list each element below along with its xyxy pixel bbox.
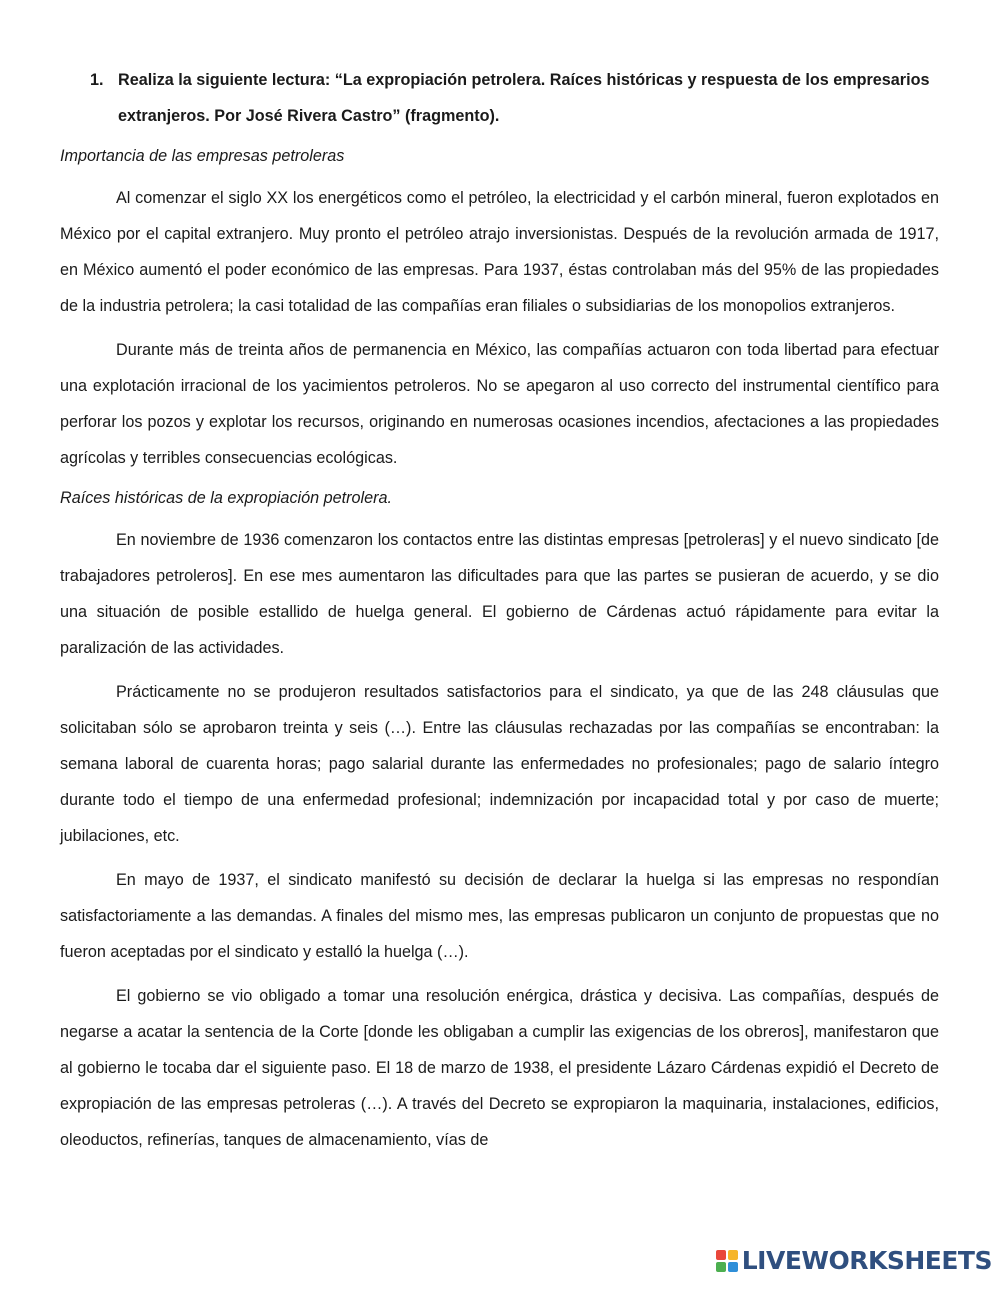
section-title-raices: Raíces históricas de la expropiación petrolera. xyxy=(60,489,393,507)
exercise-heading xyxy=(60,62,939,134)
logo-square xyxy=(728,1250,738,1260)
logo-square xyxy=(728,1262,738,1272)
paragraph: Durante más de treinta años de permanencia en México, las compañías actuaron con toda libertad para efectuar una explotación irracional de los yacimientos petroleros. No se apegaron al uso correcto del instrumental científico para perforar los pozos y explotar los recursos, originando en numerosas ocasiones incendios, afectaciones a las propiedades agrícolas y terribles consecuencias ecológicas. xyxy=(60,341,939,467)
paragraph: En mayo de 1937, el sindicato manifestó su decisión de declarar la huelga si las empresas no respondían satisfactoriamente a las demandas. A finales del mismo mes, las empresas publicaron un conjunto de propuestas que no fueron aceptadas por el sindicato y estalló la huelga (…). xyxy=(60,871,939,961)
logo-square xyxy=(716,1250,726,1260)
logo-square xyxy=(716,1262,726,1272)
document-page xyxy=(60,62,939,1158)
exercise-instruction: Realiza la siguiente lectura: “La expropiación petrolera. Raíces históricas y respuesta de los empresarios extranjeros. Por José Rivera Castro” (fragmento). xyxy=(118,71,930,125)
section-title-importancia: Importancia de las empresas petroleras xyxy=(60,147,345,165)
logo-mark-icon xyxy=(716,1250,738,1272)
paragraph: El gobierno se vio obligado a tomar una resolución enérgica, drástica y decisiva. Las compañías, después de negarse a acatar la sentencia de la Corte [donde les obligaban a cumplir las exigencias de los obreros], manifestaron que al gobierno le tocaba dar el siguiente paso. El 18 de marzo de 1938, el presidente Lázaro Cárdenas expidió el Decreto de expropiación de las empresas petroleras (…). A través del Decreto se expropiaron la maquinaria, instalaciones, edificios, oleoductos, refinerías, tanques de almacenamiento, vías de xyxy=(60,987,939,1149)
paragraph: Prácticamente no se produjeron resultados satisfactorios para el sindicato, ya que de las 248 cláusulas que solicitaban sólo se aprobaron treinta y seis (…). Entre las cláusulas rechazadas por las compañías se encontraban: la semana laboral de cuarenta horas; pago salarial durante las enfermedades no profesionales; pago de salario íntegro durante todo el tiempo de una enfermedad profesional; indemnización por incapacidad total y por caso de muerte; jubilaciones, etc. xyxy=(60,683,939,845)
liveworksheets-logo xyxy=(716,1246,992,1275)
paragraph: En noviembre de 1936 comenzaron los contactos entre las distintas empresas [petroleras] y el nuevo sindicato [de trabajadores petroleros]. En ese mes aumentaron las dificultades para que las partes se pusieran de acuerdo, y se dio una situación de posible estallido de huelga general. El gobierno de Cárdenas actuó rápidamente para evitar la paralización de las actividades. xyxy=(60,531,939,657)
exercise-number: 1. xyxy=(90,71,104,89)
logo-text: LIVEWORKSHEETS xyxy=(741,1246,992,1275)
paragraph: Al comenzar el siglo XX los energéticos como el petróleo, la electricidad y el carbón mineral, fueron explotados en México por el capital extranjero. Muy pronto el petróleo atrajo inversionistas. Después de la revolución armada de 1917, en México aumentó el poder económico de las empresas. Para 1937, éstas controlaban más del 95% de las propiedades de la industria petrolera; la casi totalidad de las compañías eran filiales o subsidiarias de los monopolios extranjeros. xyxy=(60,189,939,315)
